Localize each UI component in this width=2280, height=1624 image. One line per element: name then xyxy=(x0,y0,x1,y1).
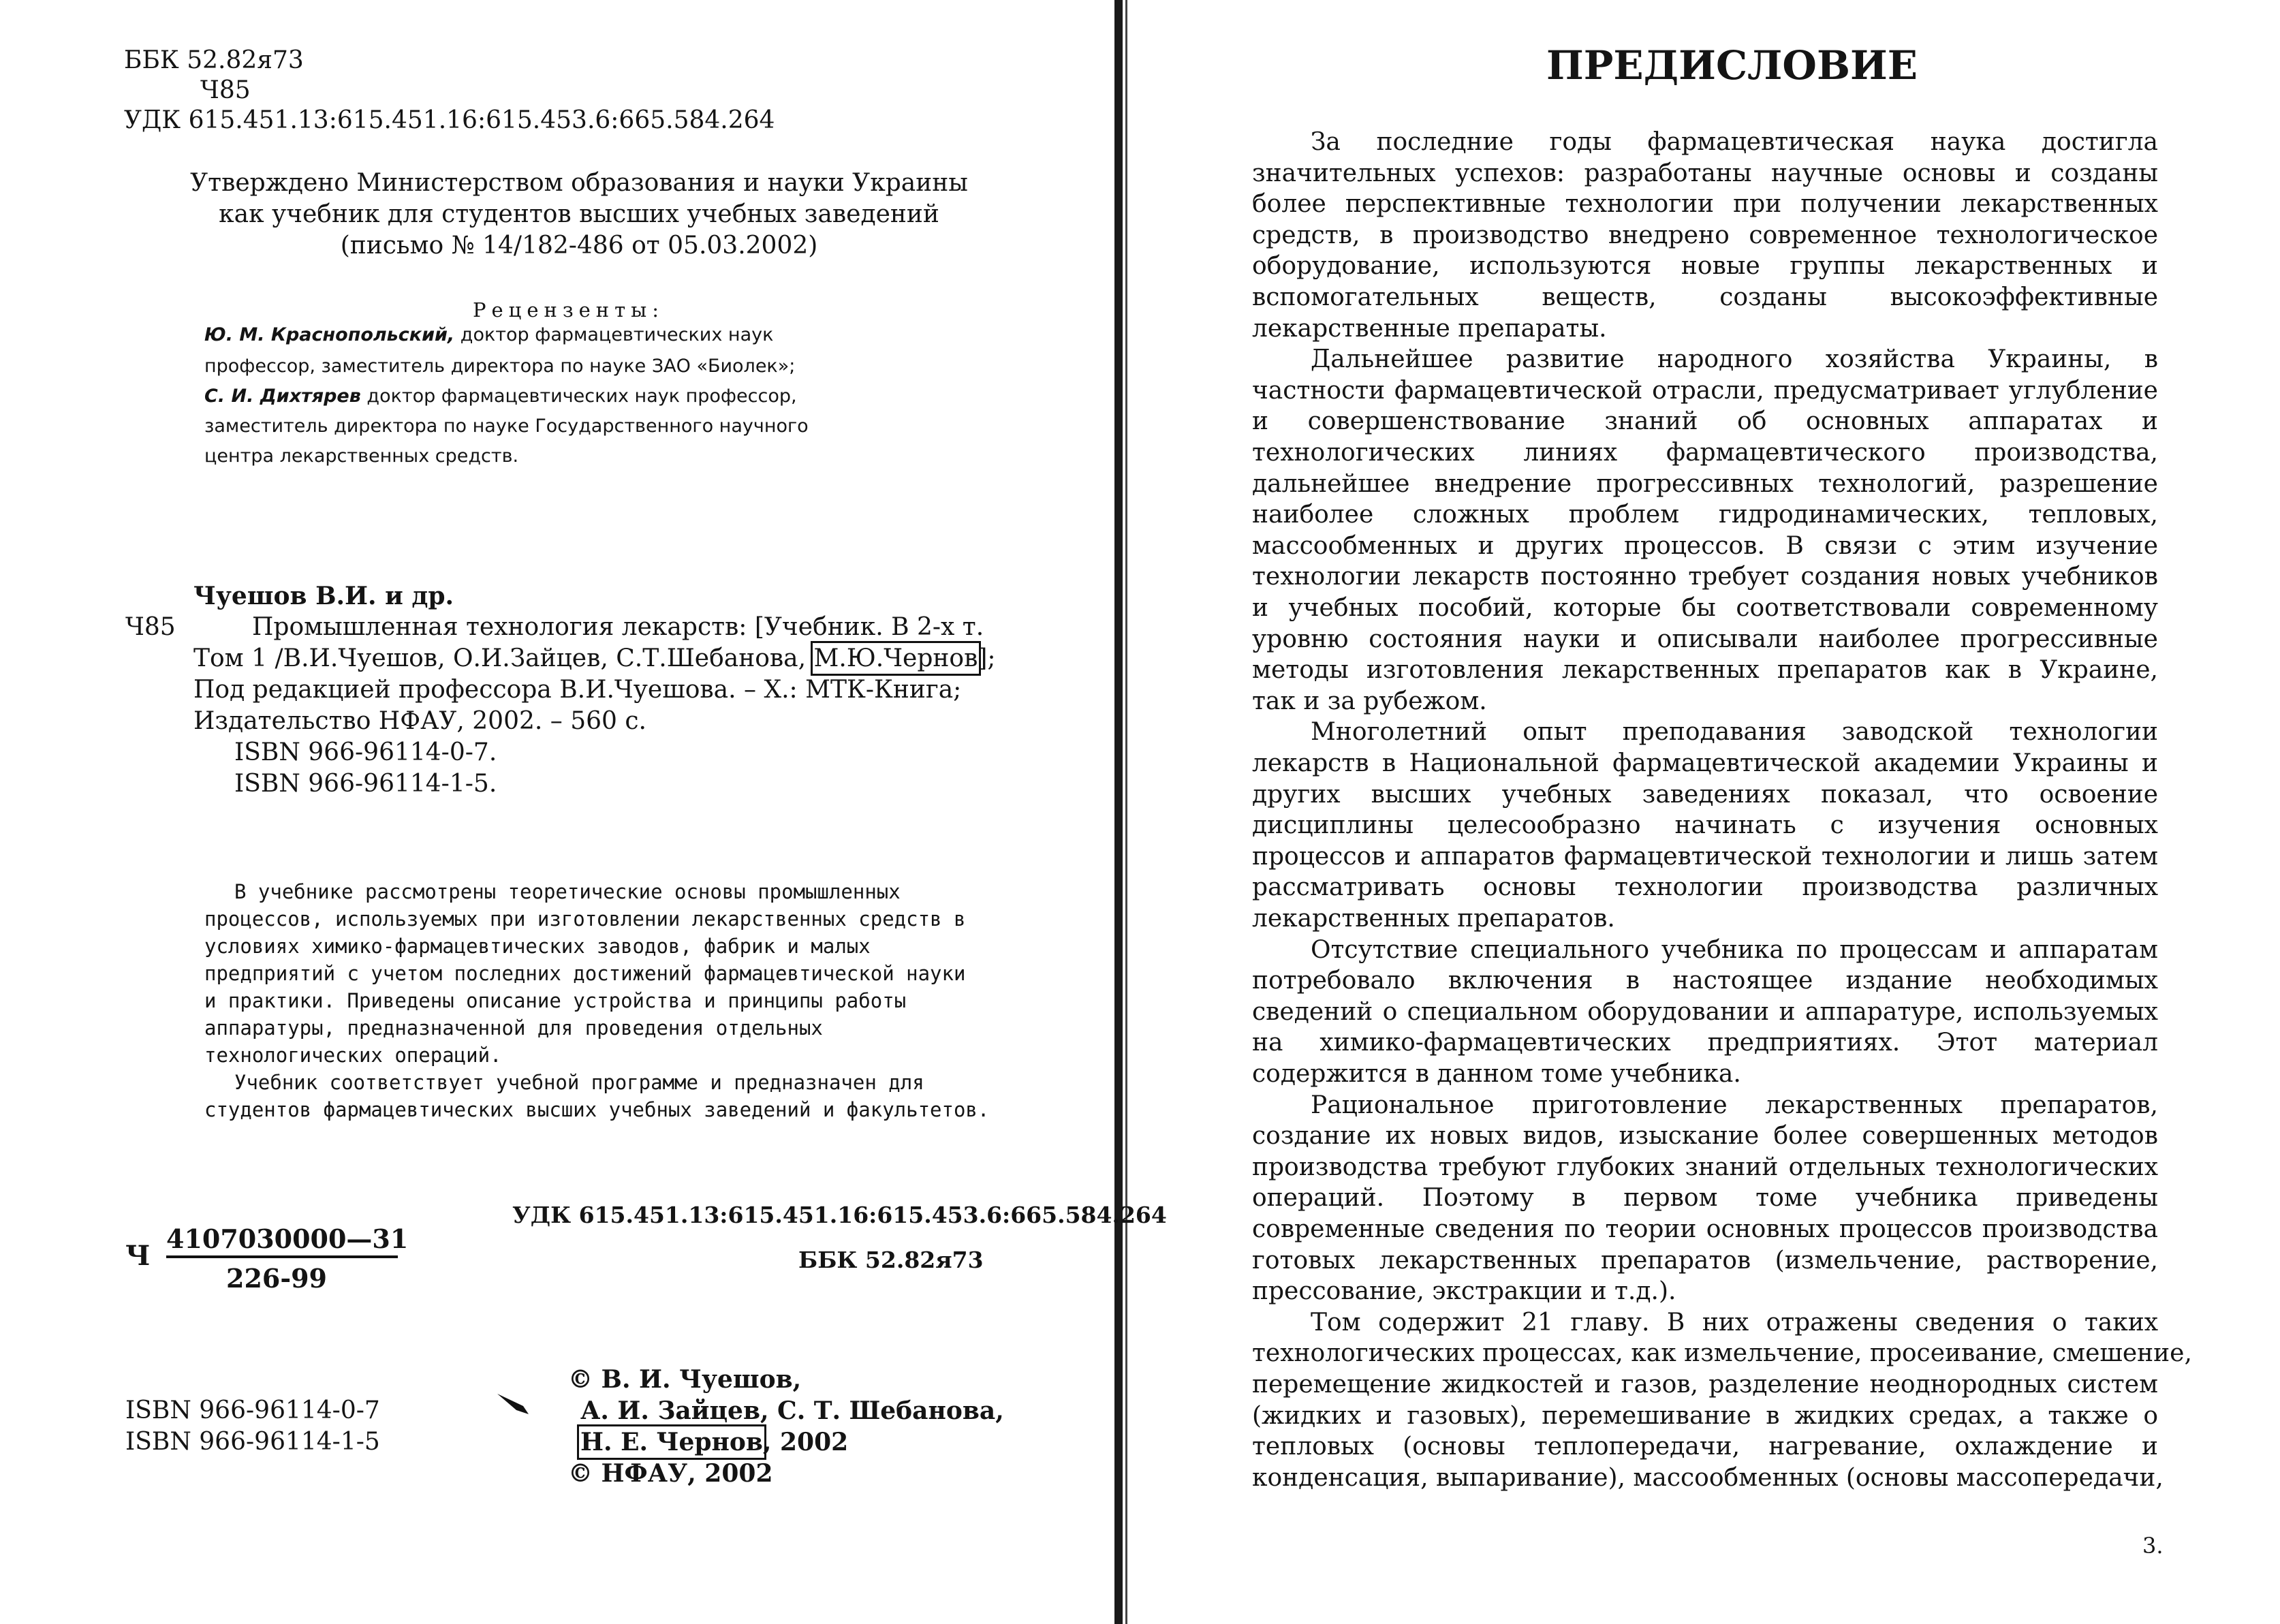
fraction-rule xyxy=(166,1255,398,1258)
abstract-line: условиях химико-фармацевтических заводов, фабрик и малых xyxy=(204,935,871,958)
preface-line: технологических процессах, как измельчение, просеивание, смешение, xyxy=(1252,1339,2192,1367)
preface-line: За последние годы фармацевтическая наука достигла xyxy=(1311,128,2158,156)
reviewer-line: профессор, заместитель директора по науке ЗАО «Биолек»; xyxy=(204,356,796,377)
preface-line: производства требуют глубоких знаний отдельных технологических xyxy=(1252,1153,2158,1181)
copyright-line xyxy=(580,1428,848,1456)
reviewer-line xyxy=(204,324,773,345)
preface-line: рассматривать основы технологии производства различных xyxy=(1252,873,2158,901)
approval-line: Утверждено Министерством образования и науки Украины xyxy=(190,169,968,197)
ink-mark-icon xyxy=(496,1390,533,1417)
preface-line: (жидких и газовых), перемешивание в жидких средах, а также о xyxy=(1252,1402,2158,1430)
reviewers-title: Рецензенты: xyxy=(473,298,665,322)
preface-line: других высших учебных заведениях показал, что освоение xyxy=(1252,781,2158,809)
preface-line: Дальнейшее развитие народного хозяйства Украины, в xyxy=(1311,345,2158,373)
reviewer-name: С. И. Дихтярев xyxy=(204,386,361,407)
preface-line: дальнейшее внедрение прогрессивных технологий, разрешение xyxy=(1252,470,2158,498)
preface-line: прессование, экстракции и т.д.). xyxy=(1252,1277,1676,1305)
preface-line: лекарств в Национальной фармацевтической академии Украины и xyxy=(1252,749,2158,777)
preface-line: так и за рубежом. xyxy=(1252,687,1487,715)
preface-line: готовых лекарственных препаратов (измельчение, растворение, xyxy=(1252,1247,2158,1275)
preface-line: сведений о специальном оборудовании и аппаратуре, используемых xyxy=(1252,998,2158,1026)
preface-line: дисциплины целесообразно начинать с изучения основных xyxy=(1252,811,2158,839)
udk-bottom: УДК 615.451.13:615.451.16:615.453.6:665.584.264 xyxy=(512,1202,1167,1228)
preface-line: лекарственных препаратов. xyxy=(1252,905,1615,933)
copyright-line: © НФАУ, 2002 xyxy=(568,1459,773,1488)
bbk-bottom: ББК 52.82я73 xyxy=(798,1247,984,1273)
copyright-line: © В. И. Чуешов, xyxy=(568,1365,802,1394)
abstract-line: студентов фармацевтических высших учебных заведений и факультетов. xyxy=(204,1098,990,1121)
bib-author: Чуешов В.И. и др. xyxy=(193,582,454,610)
preface-line: массообменных и других процессов. В связи с этим изучение xyxy=(1252,532,2158,560)
bib-isbn: ISBN 966-96114-0-7. xyxy=(234,738,497,766)
preface-line: Отсутствие специального учебника по процессам и аппаратам xyxy=(1311,936,2158,964)
preface-line: более перспективные технологии при получении лекарственных xyxy=(1252,190,2158,218)
reviewer-text: доктор фармацевтических наук профессор, xyxy=(360,386,797,407)
bib-text: Том 1 /В.И.Чуешов, О.И.Зайцев, С.Т.Шебанова, xyxy=(193,644,807,672)
abstract-line: Учебник соответствует учебной программе и предназначен для xyxy=(234,1071,924,1094)
preface-line: наиболее сложных проблем гидродинамических, тепловых, xyxy=(1252,501,2158,529)
abstract-line: технологических операций. xyxy=(204,1044,502,1067)
preface-line: современные сведения по теории основных процессов производства xyxy=(1252,1215,2158,1243)
bib-line xyxy=(193,644,996,672)
preface-line: и совершенствование знаний об основных аппаратах и xyxy=(1252,407,2158,435)
preface-line: создание их новых видов, изыскание более совершенных методов xyxy=(1252,1122,2158,1150)
abstract-line: В учебнике рассмотрены теоретические основы промышленных xyxy=(234,880,901,903)
preface-line: потребовало включения в настоящее издание необходимых xyxy=(1252,967,2158,995)
abstract-line: процессов, используемых при изготовлении лекарственных средств в xyxy=(204,907,966,931)
preface-line: значительных успехов: разработаны научные основы и созданы xyxy=(1252,159,2158,187)
preface-line: частности фармацевтической отрасли, предусматривает углубление xyxy=(1252,377,2158,405)
preface-line: вспомогательных веществ, созданы высокоэффективные xyxy=(1252,283,2158,311)
reviewer-line xyxy=(204,386,797,407)
preface-line: Многолетний опыт преподавания заводской технологии xyxy=(1311,718,2158,746)
isbn-line: ISBN 966-96114-1-5 xyxy=(125,1428,380,1456)
bib-code: Ч85 xyxy=(125,613,176,641)
preface-line: процессов и аппаратов фармацевтической технологии и лишь затем xyxy=(1252,843,2158,871)
ch-code: Ч85 xyxy=(200,76,251,104)
reviewer-line: центра лекарственных средств. xyxy=(204,446,519,467)
reviewer-text: доктор фармацевтических наук xyxy=(454,324,774,345)
bib-line: Под редакцией профессора В.И.Чуешова. – Х.: МТК-Книга; xyxy=(193,676,962,704)
preface-line: содержится в данном томе учебника. xyxy=(1252,1060,1741,1088)
preface-line: технологии лекарств постоянно требует создания новых учебников xyxy=(1252,563,2158,591)
preface-line: операций. Поэтому в первом томе учебника приведены xyxy=(1252,1184,2158,1212)
preface-line: методы изготовления лекарственных препаратов как в Украине, xyxy=(1252,656,2158,684)
abstract-line: предприятий с учетом последних достижений фармацевтической науки xyxy=(204,962,966,985)
fraction-numerator: 4107030000—31 xyxy=(166,1223,409,1254)
preface-line: Том содержит 21 главу. В них отражены сведения о таких xyxy=(1311,1309,2158,1337)
preface-line: лекарственные препараты. xyxy=(1252,315,1607,343)
fraction-letter: Ч xyxy=(125,1240,151,1272)
book-gutter-shadow xyxy=(1125,0,1127,1624)
boxed-author: М.Ю.Чернов xyxy=(813,644,978,672)
bib-line: Издательство НФАУ, 2002. – 560 с. xyxy=(193,707,646,735)
preface-line: и учебных пособий, которые бы соответствовали современному xyxy=(1252,594,2158,622)
bib-isbn: ISBN 966-96114-1-5. xyxy=(234,770,497,798)
bbk-code: ББК 52.82я73 xyxy=(124,46,304,74)
copyright-year: , 2002 xyxy=(762,1428,849,1456)
fraction-denominator: 226-99 xyxy=(226,1263,327,1294)
approval-line: как учебник для студентов высших учебных заведений xyxy=(219,200,939,228)
approval-line: (письмо № 14/182-486 от 05.03.2002) xyxy=(340,232,818,260)
preface-line: средств, в производство внедрено современное технологическое xyxy=(1252,221,2158,249)
preface-line: на химико-фармацевтических предприятиях. Этот материал xyxy=(1252,1029,2158,1057)
preface-line: технологических линиях фармацевтического производства, xyxy=(1252,439,2158,467)
reviewer-line: заместитель директора по науке Государственного научного xyxy=(204,416,809,437)
abstract-line: аппаратуры, предназначенной для проведения отдельных xyxy=(204,1016,823,1040)
abstract-line: и практики. Приведены описание устройства и принципы работы xyxy=(204,989,907,1012)
book-gutter xyxy=(1114,0,1123,1624)
bib-line: Промышленная технология лекарств: [Учебник. В 2-х т. xyxy=(252,613,984,641)
preface-line: оборудование, используются новые группы лекарственных и xyxy=(1252,252,2158,280)
preface-line: уровню состояния науки и описывали наиболее прогрессивные xyxy=(1252,625,2158,653)
reviewer-name: Ю. М. Краснопольский, xyxy=(204,324,455,345)
isbn-line: ISBN 966-96114-0-7 xyxy=(125,1396,380,1424)
boxed-author: Н. Е. Чернов xyxy=(580,1428,763,1456)
page-title: ПРЕДИСЛОВИЕ xyxy=(1546,42,1918,89)
preface-line: перемещение жидкостей и газов, разделение неоднородных систем xyxy=(1252,1371,2158,1399)
page-number: 3. xyxy=(2142,1533,2164,1559)
preface-line: конденсация, выпаривание), массообменных (основы массопередачи, xyxy=(1252,1464,2164,1492)
udk-code: УДК 615.451.13:615.451.16:615.453.6:665.584.264 xyxy=(124,106,775,134)
copyright-line: А. И. Зайцев, С. Т. Шебанова, xyxy=(580,1396,1004,1425)
preface-line: тепловых (основы теплопередачи, нагревание, охлаждение и xyxy=(1252,1433,2158,1461)
preface-line: Рациональное приготовление лекарственных препаратов, xyxy=(1311,1091,2158,1119)
bib-text: ]; xyxy=(978,644,996,672)
